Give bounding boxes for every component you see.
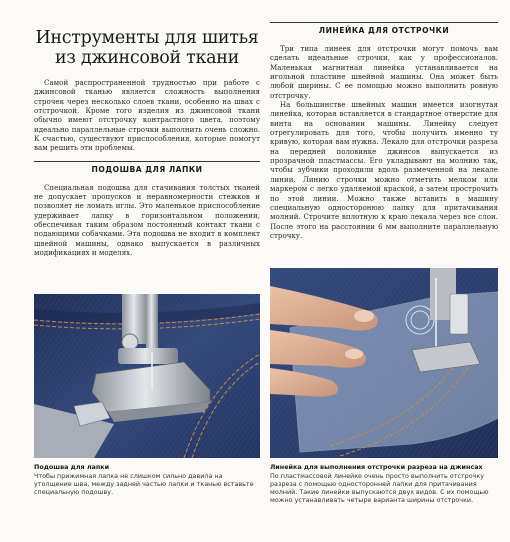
intro-paragraph: Самой распространенной трудностью при работе с джинсовой тканью является сложность выполнения строчек через несколько слоев ткани, особенно на швах с отстрочкой. Кроме того изделия из джинсовой ткани обычно имеют отстрочку контрастного цвета, поэтому идеально параллельные строчки выполнить очень сложно. К счастью, существуют приспособления, которые помогут вам решить эти проблемы.: [34, 78, 260, 153]
topstitch-ruler-photo: [270, 268, 498, 458]
topstitch-text: [270, 44, 498, 240]
intro-text: [34, 78, 260, 153]
page-title: [34, 28, 260, 68]
presser-sole-caption: [34, 463, 260, 496]
title-line-1: Инструменты для шитья: [35, 28, 259, 48]
presser-sole-paragraph: Специальная подошва для стачивания толстых тканей не допускает пропусков и неравномерности стежков и позволяет не ломать иглы. Это маленькое приспособление удерживает лапку в горизонтальном положении, обеспечивая таким образом постоянный контакт ткани с подающими собачками. Эта подошва не входит в комплект швейной машины, однако выпускается в различных модификациях и моделях.: [34, 182, 260, 258]
presser-sole-photo: [34, 294, 260, 458]
topstitch-paragraph-2: На большинстве швейных машин имеется изогнутая линейка, которая вставляется в стандартное отверстие для винта на основании машины. Линейку следует отрегулировать для того, чтобы получить именно ту кривую, которая вам нужна. Лекало для отстрочки разреза на передней половинке джинсов выпускается из прозрачной пластмассы. Его укладывают на молнию так, чтобы зубчики проходили вдоль размеченной на лекале линии. Линию строчки можно отметить мелком или маркером с легко удаляемой краской, а затем прострочить по этой линии. Можно также вставить в машину специальную односторонюю лапку для притачивания молний. Строчите вплотную к краю лекала через все слои. После этого на расстоянии 6 мм выполните параллельную строчку.: [270, 100, 498, 240]
topstitch-ruler-caption-title: Линейка для выполнения отстрочки разреза на джинсах: [270, 463, 483, 471]
title-line-2: из джинсовой ткани: [55, 48, 239, 68]
topstitch-ruler-caption-text: По пластмассовой линейке очень просто выполнить отстрочку разреза с помощью односторонней лапки для притачивания молний. Такие линейки выпускаются двух видов. С их помощью можно устанавливать четыре варианта ширины отстрочки.: [270, 472, 489, 504]
presser-sole-caption-title: Подошва для лапки: [34, 463, 110, 471]
topstitch-ruler-illustration: [270, 268, 498, 458]
presser-sole-caption-text: Чтобы прижимная лапка не слишком сильно давила на утолщение шва, между задней частью лапки и тканью вставьте специальную подошву.: [34, 472, 254, 496]
presser-sole-illustration: [34, 294, 260, 458]
left-column: [34, 22, 260, 258]
topstitch-paragraph-1: Три типа линеек для отстрочки могут помочь вам сделать идеальные строчки, как у профессионалов. Маленькая магнитная линейка устанавливается на игольной пластине швейной машины. Она может быть любой ширины. С ее помощью можно выполнить ровную отстрочку.: [270, 44, 498, 100]
section-heading-presser-sole: ПОДОШВА ДЛЯ ЛАПКИ: [34, 161, 260, 177]
topstitch-ruler-caption: [270, 463, 500, 504]
presser-sole-text: [34, 183, 260, 258]
right-column: [270, 22, 498, 240]
section-heading-topstitch-ruler: ЛИНЕЙКА ДЛЯ ОТСТРОЧКИ: [270, 22, 498, 38]
